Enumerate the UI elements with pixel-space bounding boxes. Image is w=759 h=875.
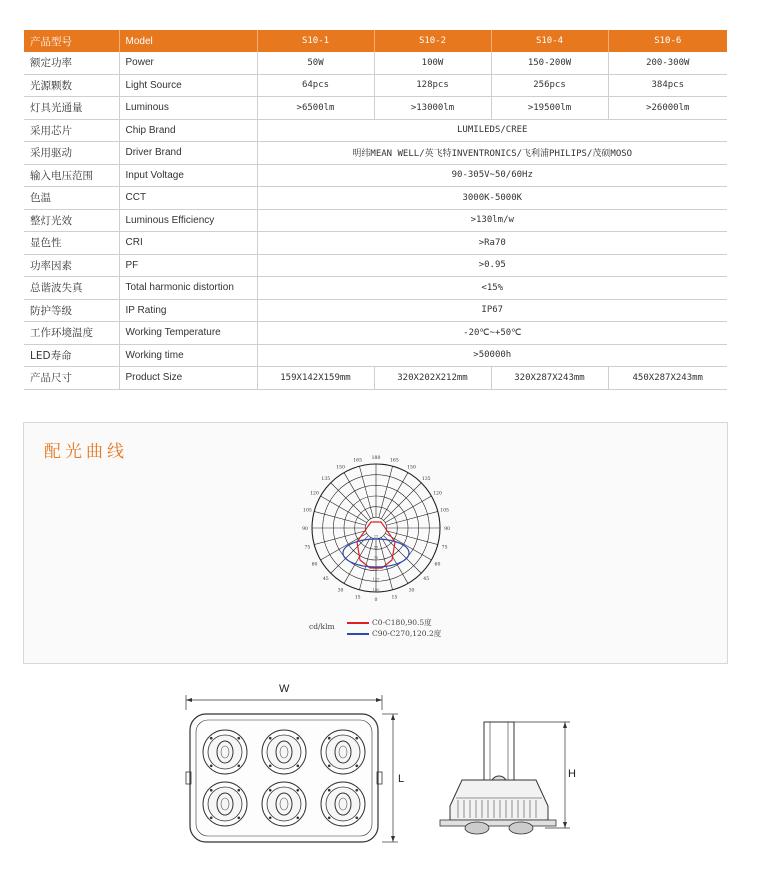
angle-tick-label: 0 [374, 598, 378, 603]
header-model-2: S10-2 [374, 30, 491, 52]
row-value-merged: >130lm/w [257, 209, 727, 232]
row-label-en: Luminous Efficiency [119, 209, 257, 232]
angle-tick-label: 90 [444, 527, 450, 532]
row-label-en: Chip Brand [119, 119, 257, 142]
ring-value-label: 125 [372, 577, 380, 582]
legend-swatch-blue [347, 633, 369, 635]
polar-spoke [331, 483, 369, 521]
row-value-merged: -20℃~+50℃ [257, 322, 727, 345]
row-value-merged: IP67 [257, 299, 727, 322]
legend-label-c0: C0-C180,90.5度 [372, 618, 432, 627]
angle-tick-label: 180 [371, 456, 381, 461]
polar-spoke [379, 538, 393, 590]
angle-tick-label: 150 [336, 465, 345, 471]
polar-spoke [386, 511, 438, 525]
angle-tick-label: 90 [302, 527, 308, 532]
polar-spoke [314, 511, 366, 525]
row-value-merged: 90-305V~50/60Hz [257, 164, 727, 187]
angle-tick-label: 15 [391, 595, 398, 601]
table-row [24, 367, 727, 390]
angle-tick-label: 120 [310, 491, 319, 497]
side-view-drawing [440, 722, 570, 834]
row-value: 128pcs [374, 74, 491, 97]
table-row [24, 187, 727, 210]
polar-light-distribution-chart [301, 455, 451, 615]
row-value-merged: >50000h [257, 344, 727, 367]
row-value: 320X287X243mm [491, 367, 608, 390]
table-row [24, 97, 727, 120]
ring-value-label: 50 [373, 545, 379, 550]
angle-tick-label: 60 [311, 562, 318, 568]
lens-module [203, 730, 247, 774]
row-label-en: Working time [119, 344, 257, 367]
row-label-zh: LED寿命 [24, 344, 119, 367]
polar-spoke [379, 466, 393, 518]
row-label-zh: 色温 [24, 187, 119, 210]
row-value-merged: >Ra70 [257, 232, 727, 255]
angle-tick-label: 45 [423, 577, 430, 583]
polar-spoke [384, 483, 422, 521]
row-value-merged: 明纬MEAN WELL/英飞特INVENTRONICS/飞利浦PHILIPS/茂硕MOSO [257, 142, 727, 165]
table-row [24, 299, 727, 322]
lens-module [321, 782, 365, 826]
table-row [24, 52, 727, 74]
row-label-zh: 功率因素 [24, 254, 119, 277]
row-value: >19500lm [491, 97, 608, 120]
header-model-1: S10-1 [257, 30, 374, 52]
row-label-zh: 整灯光效 [24, 209, 119, 232]
angle-tick-label: 75 [441, 545, 448, 551]
angle-tick-label: 15 [354, 595, 361, 601]
angle-tick-label: 120 [433, 491, 442, 497]
angle-tick-label: 30 [408, 588, 415, 594]
dimension-drawing-svg [0, 680, 759, 871]
polar-spoke [386, 531, 438, 545]
table-row [24, 119, 727, 142]
front-view-drawing [186, 695, 398, 842]
row-value: 200-300W [608, 52, 727, 74]
row-value: 100W [374, 52, 491, 74]
row-label-zh: 输入电压范围 [24, 164, 119, 187]
table-row [24, 232, 727, 255]
row-label-en: Power [119, 52, 257, 74]
row-label-en: PF [119, 254, 257, 277]
ring-value-label: 150 [372, 588, 380, 592]
height-label: H [568, 768, 576, 780]
lens-module [262, 730, 306, 774]
row-label-zh: 采用芯片 [24, 119, 119, 142]
row-value: >13000lm [374, 97, 491, 120]
row-label-en: CRI [119, 232, 257, 255]
row-value-merged: LUMILEDS/CREE [257, 119, 727, 142]
angle-tick-label: 45 [322, 577, 329, 583]
row-value-merged: >0.95 [257, 254, 727, 277]
angle-tick-label: 75 [304, 545, 311, 551]
angle-tick-label: 150 [407, 465, 416, 471]
row-label-zh: 采用驱动 [24, 142, 119, 165]
table-row [24, 74, 727, 97]
header-model-4: S10-6 [608, 30, 727, 52]
row-label-en: IP Rating [119, 299, 257, 322]
angle-tick-label: 165 [389, 458, 399, 464]
angle-tick-label: 30 [337, 588, 344, 594]
row-label-zh: 总谐波失真 [24, 277, 119, 300]
legend-swatch-red [347, 622, 369, 624]
row-label-zh: 产品尺寸 [24, 367, 119, 390]
header-model-en: Model [119, 30, 257, 52]
row-value: 150-200W [491, 52, 608, 74]
legend-label-c90: C90-C270,120.2度 [372, 629, 442, 638]
dimension-drawings [0, 680, 759, 871]
row-label-en: Luminous [119, 97, 257, 120]
row-label-en: Light Source [119, 74, 257, 97]
row-label-en: Input Voltage [119, 164, 257, 187]
table-row [24, 344, 727, 367]
table-row [24, 164, 727, 187]
spec-table [24, 30, 727, 390]
row-value: 256pcs [491, 74, 608, 97]
lens-module [262, 782, 306, 826]
row-value: 50W [257, 52, 374, 74]
lens-module [203, 782, 247, 826]
ring-value-label: 100 [372, 566, 380, 571]
width-label: W [279, 683, 290, 695]
lens-module [321, 730, 365, 774]
row-label-zh: 防护等级 [24, 299, 119, 322]
polar-spoke [359, 538, 373, 590]
angle-tick-label: 105 [440, 508, 449, 514]
spec-table-body [24, 30, 727, 389]
table-header-row [24, 30, 727, 52]
angle-tick-label: 165 [353, 458, 363, 464]
row-label-en: CCT [119, 187, 257, 210]
light-curve-title: 配光曲线 [44, 442, 128, 462]
row-label-zh: 额定功率 [24, 52, 119, 74]
ring-value-label: 25 [373, 534, 379, 539]
row-value: 450X287X243mm [608, 367, 727, 390]
table-row [24, 277, 727, 300]
polar-spoke [331, 536, 369, 574]
row-value: >26000lm [608, 97, 727, 120]
angle-tick-label: 135 [421, 476, 431, 482]
legend-item-c0 [347, 617, 432, 628]
row-value-merged: <15% [257, 277, 727, 300]
polar-spoke [359, 466, 373, 518]
row-value: 320X202X212mm [374, 367, 491, 390]
row-value: 64pcs [257, 74, 374, 97]
row-label-zh: 光源颗数 [24, 74, 119, 97]
ring-value-label: 75 [373, 556, 379, 560]
row-label-zh: 灯具光通量 [24, 97, 119, 120]
row-value: >6500lm [257, 97, 374, 120]
table-row [24, 254, 727, 277]
header-model-3: S10-4 [491, 30, 608, 52]
row-label-en: Driver Brand [119, 142, 257, 165]
row-label-zh: 工作环境温度 [24, 322, 119, 345]
row-value: 159X142X159mm [257, 367, 374, 390]
length-label: L [398, 773, 405, 785]
table-row [24, 142, 727, 165]
light-curve-panel [23, 422, 728, 664]
curve-unit-label: cd/klm [309, 622, 335, 631]
table-row [24, 322, 727, 345]
row-label-en: Product Size [119, 367, 257, 390]
polar-spoke [384, 536, 422, 574]
polar-spoke [314, 531, 366, 545]
row-label-en: Working Temperature [119, 322, 257, 345]
angle-tick-label: 135 [321, 476, 331, 482]
table-row [24, 209, 727, 232]
angle-tick-label: 60 [434, 562, 441, 568]
row-label-en: Total harmonic distortion [119, 277, 257, 300]
row-value: 384pcs [608, 74, 727, 97]
row-label-zh: 显色性 [24, 232, 119, 255]
header-model-zh: 产品型号 [24, 30, 119, 52]
legend-item-c90 [347, 628, 441, 639]
angle-tick-label: 105 [303, 508, 312, 514]
row-value-merged: 3000K-5000K [257, 187, 727, 210]
